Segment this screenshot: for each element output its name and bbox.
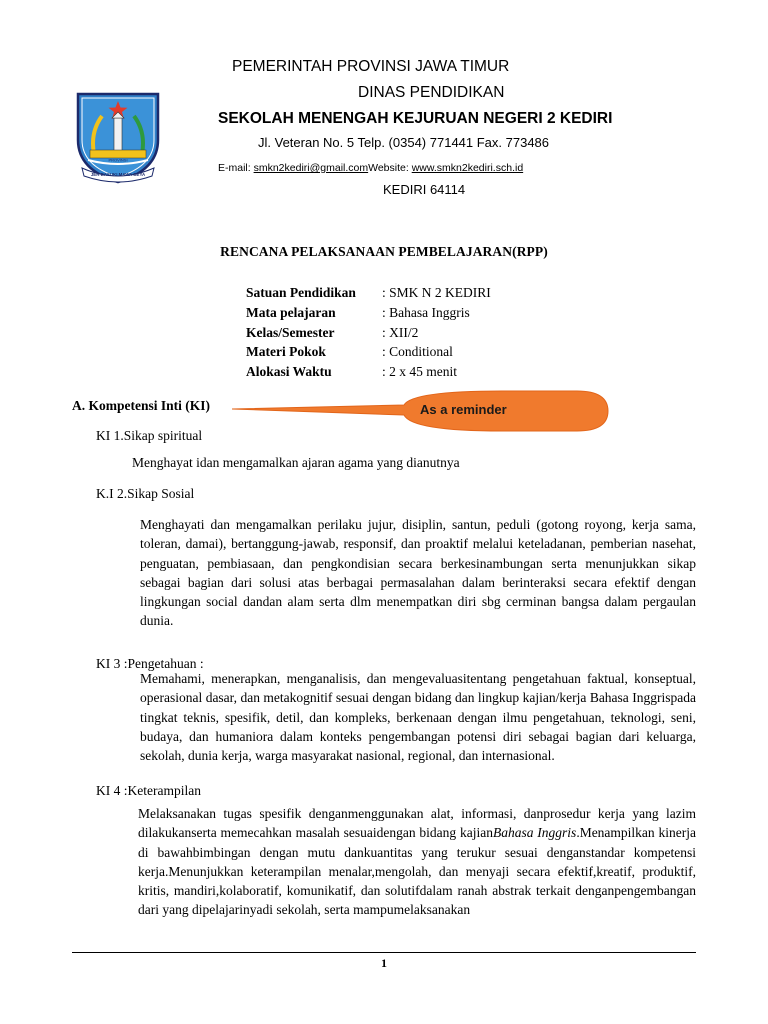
- identity-label: Satuan Pendidikan: [246, 285, 356, 300]
- ki3-heading: KI 3 :Pengetahuan :: [96, 656, 204, 671]
- jatim-coat-of-arms-logo: [72, 88, 164, 184]
- identity-label: Mata pelajaran: [246, 304, 336, 320]
- identity-label: Kelas/Semester: [246, 324, 335, 340]
- letterhead-contact: [218, 162, 523, 174]
- letterhead-department: DINAS PENDIDIKAN: [358, 84, 505, 101]
- identity-label: Alokasi Waktu: [246, 364, 332, 380]
- identity-table: [246, 283, 491, 382]
- ki4-text-part2: .Menampilkan kinerja di bawahbimbingan dengan mutu dankuantitas yang terukur sesuai denganstandar kompetensi kerja.Menunjukkan keterampilan menalar,mengolah, dan menyaji secara efektif,kreatif, produktif, kritis, mandiri,kolaboratif, komunikatif, dan solutifdalam ranah abstrak terkait denganpengembangan dari yang dipelajarinyadi sekolah, serta mampumelaksanakan: [138, 825, 696, 918]
- letterhead-school-name: SEKOLAH MENENGAH KEJURUAN NEGERI 2 KEDIRI: [218, 110, 613, 127]
- ki4-text-italic: Bahasa Inggris: [492, 825, 577, 841]
- letterhead-address: Jl. Veteran No. 5 Telp. (0354) 771441 Fax. 773486: [258, 135, 550, 150]
- identity-value: : XII/2: [382, 324, 419, 340]
- section-a-heading: A. Kompetensi Inti (KI): [72, 398, 210, 413]
- email-link[interactable]: smkn2kediri@gmail.com: [253, 162, 369, 174]
- identity-value: : Conditional: [382, 344, 453, 360]
- footer-divider: [72, 952, 696, 953]
- identity-row: [246, 323, 491, 343]
- logo-caption: PROVINSI: [108, 157, 128, 163]
- ki1-heading: KI 1.Sikap spiritual: [96, 428, 203, 443]
- ki4-heading: KI 4 :Keterampilan: [96, 783, 201, 798]
- identity-label: Materi Pokok: [246, 344, 326, 360]
- logo-banner-text: JER BASUKI MAWA BEYA: [90, 172, 146, 177]
- ki1-text: Menghayat idan mengamalkan ajaran agama yang dianutnya: [132, 455, 460, 470]
- website-link[interactable]: www.smkn2kediri.sch.id: [411, 162, 524, 174]
- identity-value: : SMK N 2 KEDIRI: [382, 285, 491, 300]
- ki2-text: Menghayati dan mengamalkan perilaku jujur, disiplin, santun, peduli (gotong royong, kerja sama, toleran, damai), bertanggung-jawab, responsif, dan proaktif melalui keteladanan, pemberian nasehat, penguatan, pembiasaan, dan pengkondisian secara berkesinambungan serta menunjukkan sikap sebagai bagian dari solusi atas berbagai permasalahan dalam berinteraksi secara efektif dengan lingkungan social dandan alam serta dlm menempatkan diri sbg cerminan bangsa dalam pergaulan dunia.: [140, 517, 696, 629]
- identity-row: [246, 283, 491, 303]
- email-label: E-mail:: [218, 162, 254, 174]
- ki4-text-part1: Melaksanakan tugas spesifik denganmenggunakan alat, informasi, danprosedur kerja yang lazim dilakukanserta memecahkan masalah sesuaidengan bidang kajian: [138, 806, 696, 841]
- letterhead-government: PEMERINTAH PROVINSI JAWA TIMUR: [232, 58, 510, 75]
- ki4-text: [138, 804, 696, 920]
- ki2-heading: K.I 2.Sikap Sosial: [96, 486, 195, 501]
- identity-row: [246, 362, 491, 382]
- identity-value: : 2 x 45 menit: [382, 364, 457, 380]
- letterhead-city: KEDIRI 64114: [383, 182, 466, 197]
- ki3-text: Memahami, menerapkan, menganalisis, dan mengevaluasitentang pengetahuan faktual, konseptual, operasional dasar, dan metakognitif sesuai dengan bidang dan lingkup kajian/kerja Bahasa Inggrispada tingkat teknis, spesifik, detil, dan kompleks, berkenaan dengan ilmu pengetahuan, teknologi, seni, budaya, dan humaniora dalam konteks pengembangan potensi diri sebagai bagian dari keluarga, sekolah, dunia kerja, warga masyarakat nasional, regional, dan internasional.: [140, 671, 696, 764]
- reminder-callout-text: As a reminder: [420, 402, 507, 417]
- identity-row: [246, 303, 491, 323]
- identity-row: [246, 342, 491, 362]
- page-number: 1: [381, 956, 387, 970]
- website-label: Website:: [368, 162, 412, 174]
- identity-value: : Bahasa Inggris: [382, 304, 470, 320]
- document-title: RENCANA PELAKSANAAN PEMBELAJARAN(RPP): [220, 244, 548, 259]
